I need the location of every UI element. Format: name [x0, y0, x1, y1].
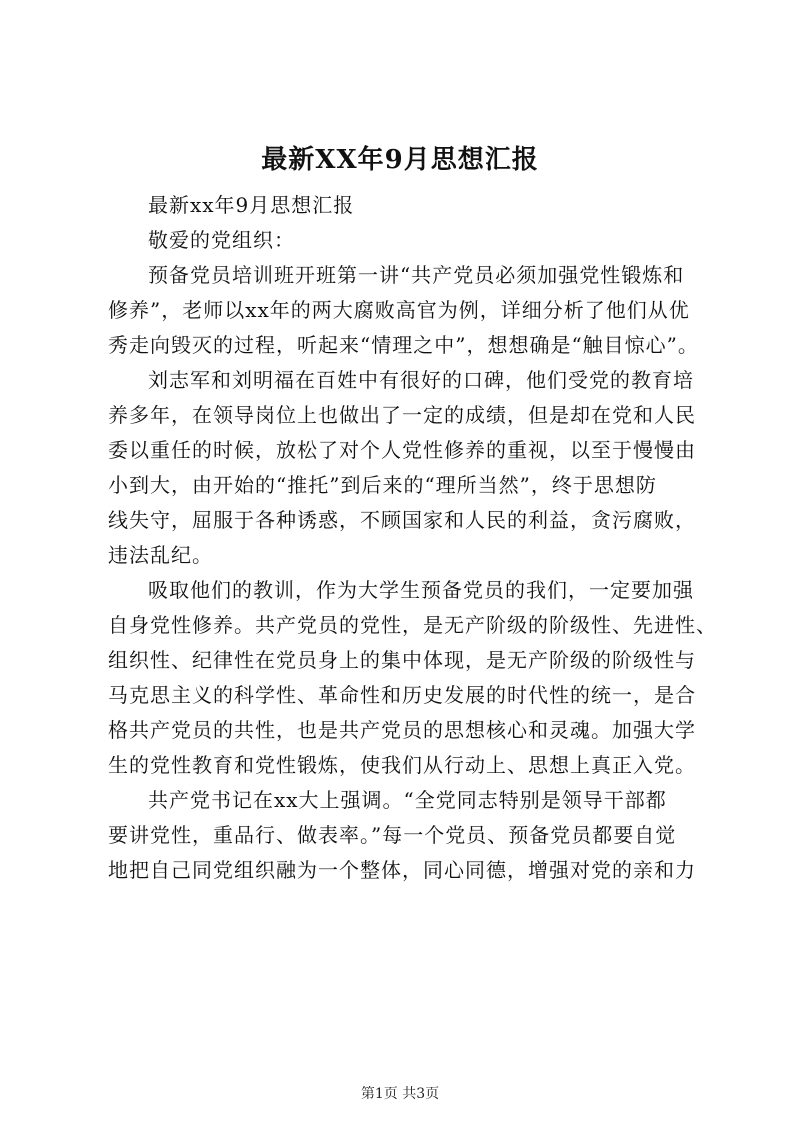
body-line: 最新xx年9月思想汇报 — [148, 193, 355, 217]
body-line: 格共产党员的共性，也是共产党员的思想核心和灵魂。加强大学 — [108, 718, 696, 742]
body-line: 敬爱的党组织： — [148, 228, 295, 252]
body-line: 修养”，老师以xx年的两大腐败高官为例，详细分析了他们从优 — [108, 298, 690, 322]
body-line: 委以重任的时候，放松了对个人党性修养的重视，以至于慢慢由 — [108, 438, 696, 462]
body-line: 马克思主义的科学性、革命性和历史发展的时代性的统一，是合 — [108, 683, 696, 707]
page-footer: 第1页 共3页 — [360, 1086, 440, 1102]
body-line: 要讲党性，重品行、做表率。”每一个党员、预备党员都要自觉 — [108, 823, 677, 847]
body-line: 小到大，由开始的“推托”到后来的“理所当然”，终于思想防 — [108, 473, 657, 497]
body-line: 刘志军和刘明福在百姓中有很好的口碑，他们受党的教育培 — [148, 368, 694, 392]
body-line: 养多年，在领导岗位上也做出了一定的成绩，但是却在党和人民 — [108, 403, 696, 427]
body-line: 地把自己同党组织融为一个整体，同心同德，增强对党的亲和力 — [108, 858, 696, 882]
body-line: 生的党性教育和党性锻炼，使我们从行动上、思想上真正入党。 — [108, 753, 696, 777]
document-body — [108, 188, 717, 888]
body-line: 预备党员培训班开班第一讲“共产党员必须加强党性锻炼和 — [148, 263, 685, 287]
body-line: 自身党性修养。共产党员的党性，是无产阶级的阶级性、先进性、 — [108, 613, 717, 637]
body-line: 秀走向毁灭的过程，听起来“情理之中”，想想确是“触目惊心”。 — [108, 333, 699, 357]
body-line: 违法乱纪。 — [108, 543, 213, 567]
body-line: 组织性、纪律性在党员身上的集中体现，是无产阶级的阶级性与 — [108, 648, 696, 672]
body-line: 共产党书记在xx大上强调。“全党同志特别是领导干部都 — [148, 788, 667, 812]
body-line: 线失守，屈服于各种诱惑，不顾国家和人民的利益，贪污腐败， — [108, 508, 696, 532]
body-line: 吸取他们的教训，作为大学生预备党员的我们，一定要加强 — [148, 578, 694, 602]
document-title: 最新XX年9月思想汇报 — [261, 145, 539, 175]
